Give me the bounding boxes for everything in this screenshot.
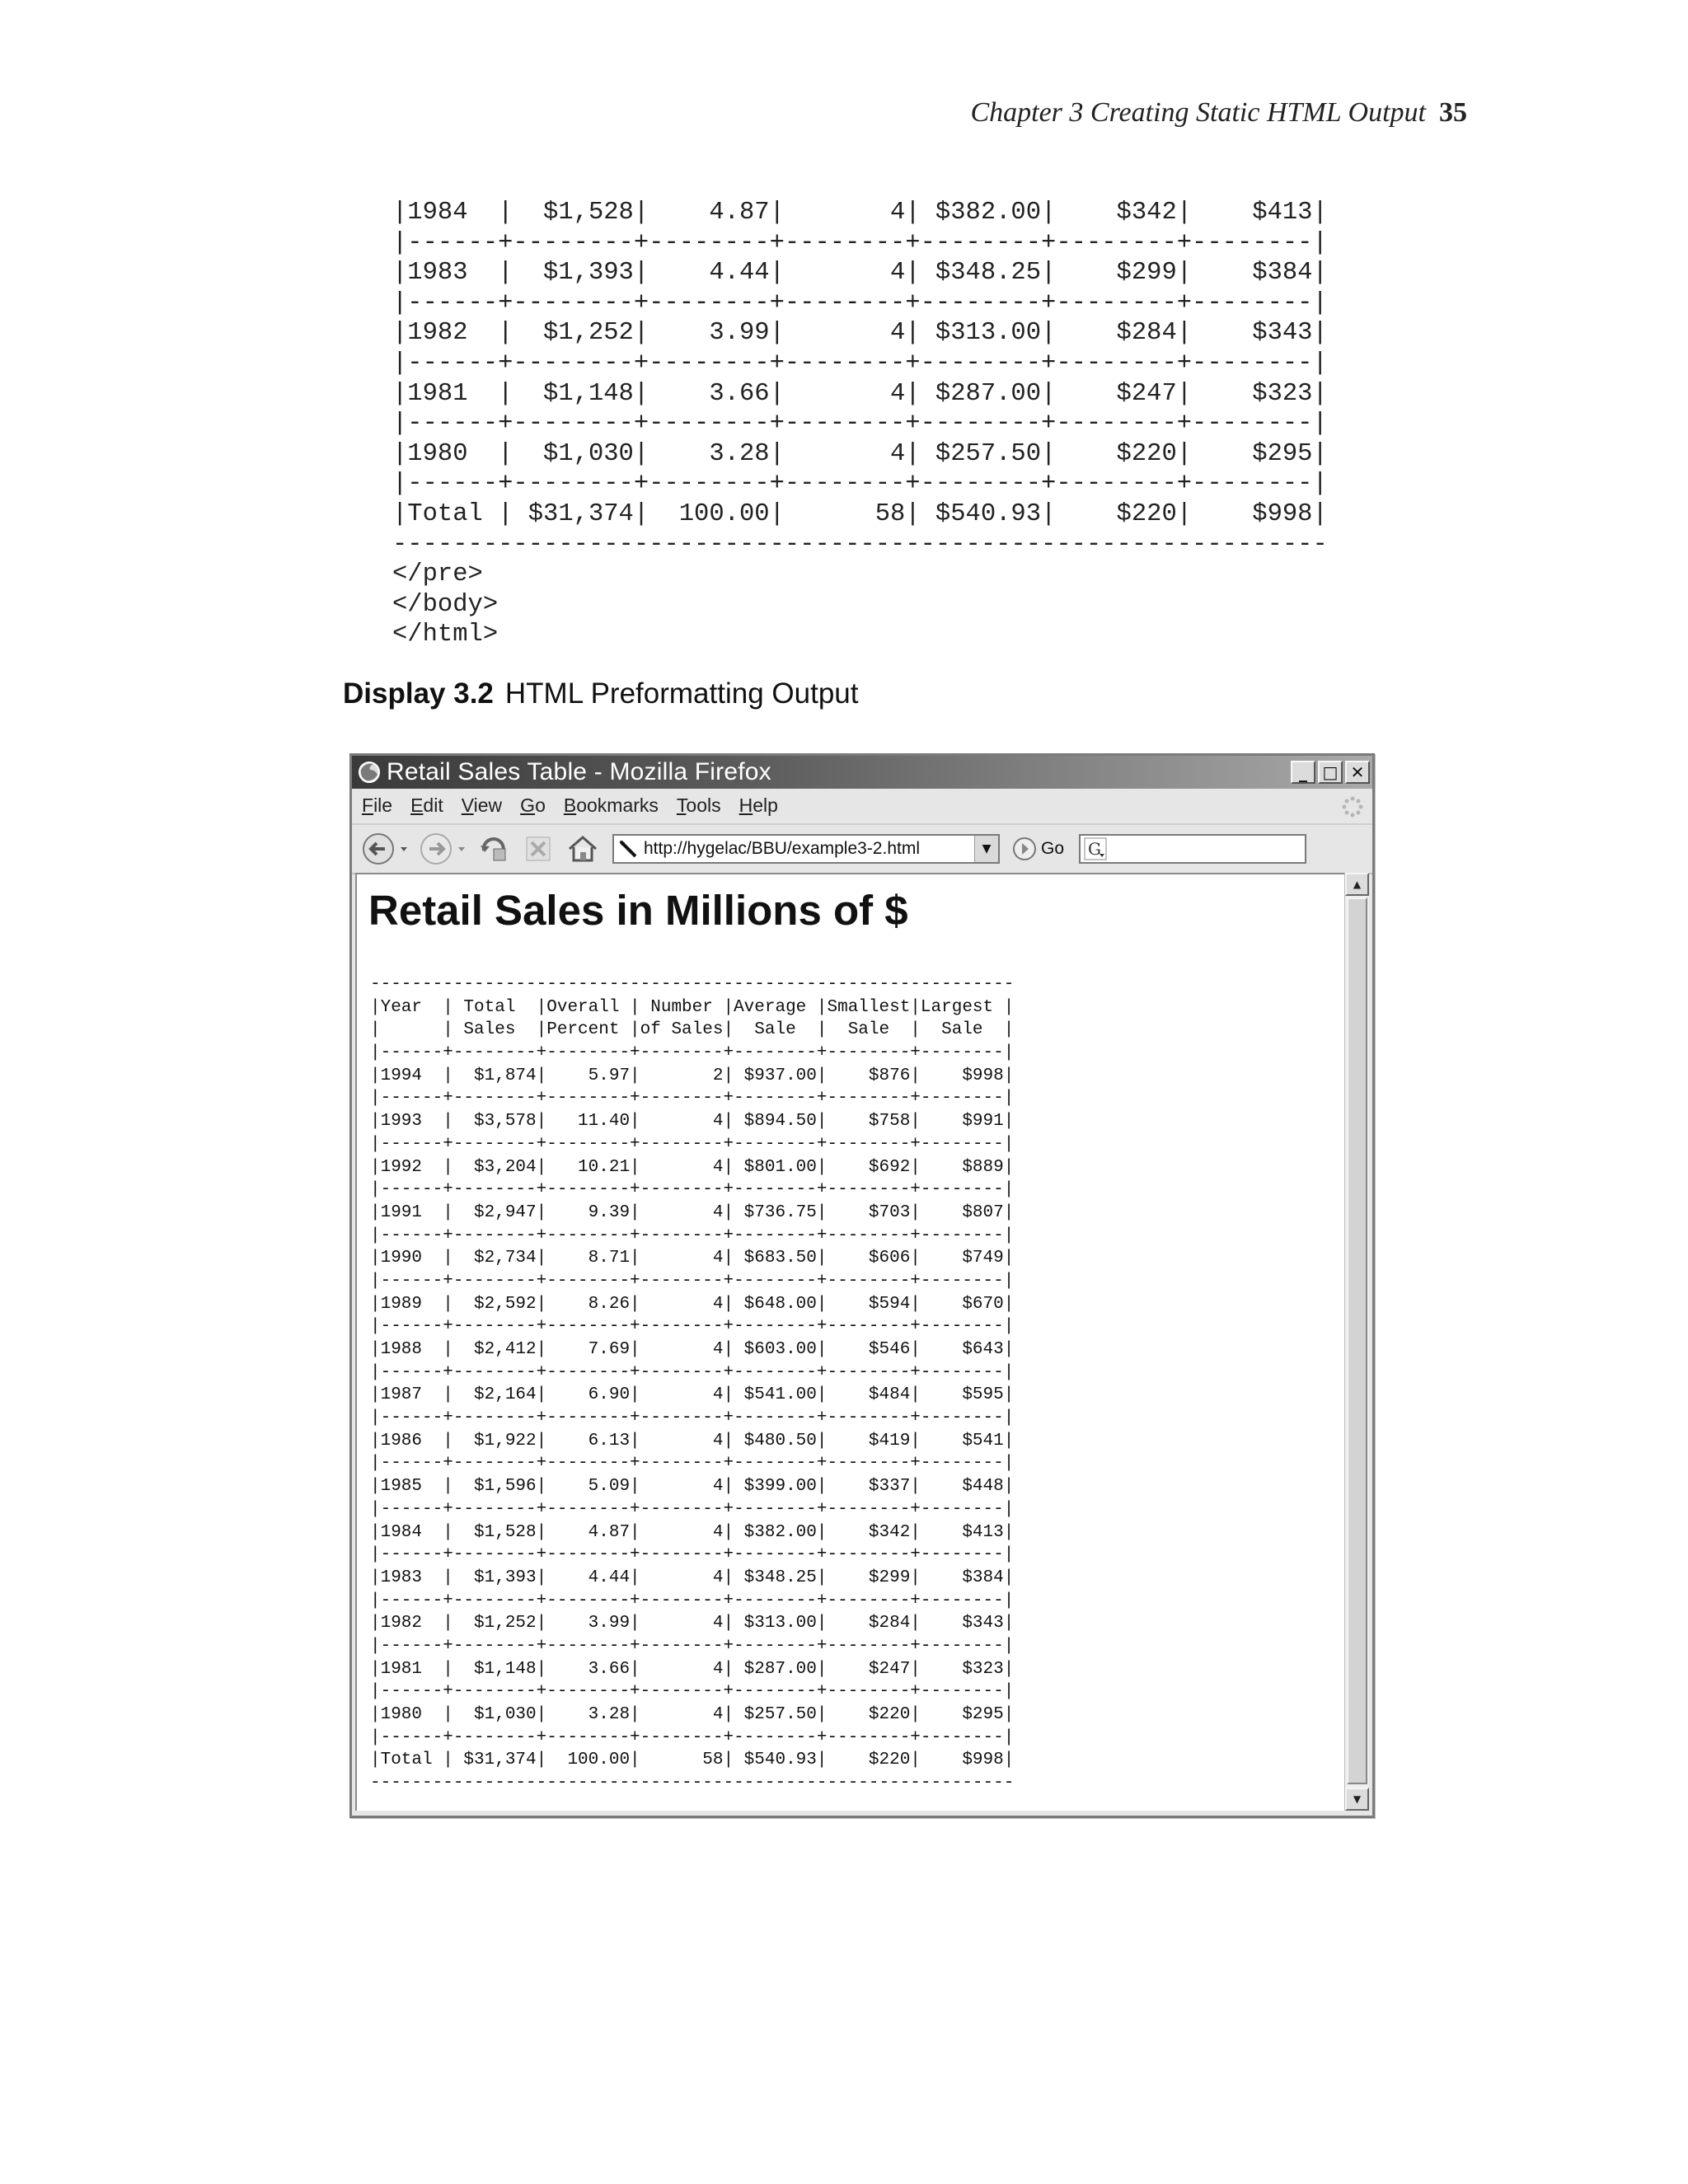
menu-tools[interactable]: Tools bbox=[676, 794, 721, 816]
scroll-down-arrow-icon[interactable]: ▼ bbox=[1345, 1788, 1369, 1811]
table-line: |------+--------+--------+--------+--------+--------+--------| bbox=[370, 1362, 1015, 1382]
address-url: http://hygelac/BBU/example3-2.html bbox=[644, 839, 920, 858]
table-line: |1991 | $2,947| 9.39| 4| $736.75| $703| $807| bbox=[370, 1202, 1015, 1222]
code-listing bbox=[392, 198, 1328, 650]
navigation-toolbar bbox=[352, 823, 1372, 874]
browser-window bbox=[349, 753, 1375, 1818]
search-input[interactable] bbox=[1079, 834, 1306, 864]
scrollbar-thumb[interactable] bbox=[1347, 898, 1367, 1784]
go-label: Go bbox=[1041, 839, 1065, 858]
page-viewport bbox=[355, 873, 1348, 1811]
table-line: |Year | Total |Overall | Number |Average |Smallest|Largest | bbox=[370, 997, 1015, 1017]
running-header bbox=[970, 97, 1467, 129]
stop-icon[interactable] bbox=[520, 831, 556, 867]
table-line: |1986 | $1,922| 6.13| 4| $480.50| $419| $541| bbox=[370, 1431, 1015, 1451]
table-line: |1994 | $1,874| 5.97| 2| $937.00| $876| $998| bbox=[370, 1066, 1015, 1085]
menu-view[interactable]: View bbox=[461, 794, 503, 816]
forward-dropdown-icon[interactable] bbox=[456, 843, 467, 855]
forward-arrow-icon[interactable] bbox=[418, 831, 454, 867]
vertical-scrollbar[interactable] bbox=[1344, 873, 1369, 1811]
code-line: |------+--------+--------+--------+--------+--------+--------| bbox=[392, 288, 1328, 317]
code-line: |1983 | $1,393| 4.44| 4| $348.25| $299| $384| bbox=[392, 259, 1328, 288]
menu-go[interactable]: Go bbox=[520, 794, 546, 816]
menu-bookmarks[interactable]: Bookmarks bbox=[563, 794, 659, 816]
menu-help[interactable]: Help bbox=[738, 794, 778, 816]
caption-label: Display 3.2 bbox=[343, 677, 494, 710]
page-heading: Retail Sales in Millions of $ bbox=[368, 887, 908, 934]
address-bar[interactable] bbox=[612, 834, 1000, 864]
table-line: |------+--------+--------+--------+--------+--------+--------| bbox=[370, 1682, 1015, 1702]
reload-icon[interactable] bbox=[476, 831, 512, 867]
code-line: |------+--------+--------+--------+--------+--------+--------| bbox=[392, 470, 1328, 499]
close-button[interactable]: ✕ bbox=[1345, 761, 1370, 784]
address-dropdown-icon[interactable]: ▼ bbox=[974, 836, 998, 862]
table-line: |------+--------+--------+--------+--------+--------+--------| bbox=[370, 1043, 1015, 1063]
menu-bar bbox=[352, 789, 1372, 822]
table-line: |------+--------+--------+--------+--------+--------+--------| bbox=[370, 1727, 1015, 1747]
menu-file[interactable]: File bbox=[362, 794, 393, 816]
table-line: |------+--------+--------+--------+--------+--------+--------| bbox=[370, 1317, 1015, 1337]
table-line: |1988 | $2,412| 7.69| 4| $603.00| $546| $643| bbox=[370, 1340, 1015, 1359]
chapter-title: Chapter 3 Creating Static HTML Output bbox=[970, 97, 1426, 128]
table-line: |------+--------+--------+--------+--------+--------+--------| bbox=[370, 1499, 1015, 1519]
table-line: |------+--------+--------+--------+--------+--------+--------| bbox=[370, 1134, 1015, 1154]
table-line: |1992 | $3,204| 10.21| 4| $801.00| $692| $889| bbox=[370, 1157, 1015, 1177]
page-icon bbox=[617, 838, 639, 860]
caption-text: HTML Preformatting Output bbox=[504, 677, 859, 710]
code-line: |1982 | $1,252| 3.99| 4| $313.00| $284| $343| bbox=[392, 319, 1328, 348]
preformatted-table bbox=[370, 973, 1014, 1795]
menu-edit[interactable]: Edit bbox=[410, 794, 443, 816]
go-arrow-icon bbox=[1011, 836, 1038, 862]
code-line: -------------------------------------------------------------- bbox=[392, 530, 1328, 559]
table-line: -------------------------------------------------------------- bbox=[370, 1774, 1015, 1793]
table-line: |1982 | $1,252| 3.99| 4| $313.00| $284| $343| bbox=[370, 1614, 1015, 1633]
code-line: |------+--------+--------+--------+--------+--------+--------| bbox=[392, 349, 1328, 377]
table-line: |------+--------+--------+--------+--------+--------+--------| bbox=[370, 1545, 1015, 1565]
table-line: |------+--------+--------+--------+--------+--------+--------| bbox=[370, 1271, 1015, 1291]
code-line: |1980 | $1,030| 3.28| 4| $257.50| $220| $295| bbox=[392, 439, 1328, 468]
table-line: |------+--------+--------+--------+--------+--------+--------| bbox=[370, 1636, 1015, 1656]
code-line: </html> bbox=[392, 621, 499, 649]
table-line: | | Sales |Percent |of Sales| Sale | Sale | Sale | bbox=[370, 1020, 1015, 1040]
title-bar bbox=[352, 756, 1372, 789]
code-line: |------+--------+--------+--------+--------+--------+--------| bbox=[392, 228, 1328, 257]
code-line: |------+--------+--------+--------+--------+--------+--------| bbox=[392, 410, 1328, 438]
table-line: |1984 | $1,528| 4.87| 4| $382.00| $342| $413| bbox=[370, 1522, 1015, 1542]
table-line: |------+--------+--------+--------+--------+--------+--------| bbox=[370, 1180, 1015, 1200]
code-line: |Total | $31,374| 100.00| 58| $540.93| $220| $998| bbox=[392, 499, 1328, 528]
back-dropdown-icon[interactable] bbox=[398, 843, 410, 855]
home-icon[interactable] bbox=[565, 831, 601, 867]
table-line: |------+--------+--------+--------+--------+--------+--------| bbox=[370, 1454, 1015, 1474]
minimize-button[interactable]: _ bbox=[1291, 761, 1315, 784]
table-line: |------+--------+--------+--------+--------+--------+--------| bbox=[370, 1591, 1015, 1610]
code-line: </body> bbox=[392, 590, 499, 619]
table-line: |1989 | $2,592| 8.26| 4| $648.00| $594| $670| bbox=[370, 1294, 1015, 1314]
table-line: |------+--------+--------+--------+--------+--------+--------| bbox=[370, 1226, 1015, 1245]
table-line: |------+--------+--------+--------+--------+--------+--------| bbox=[370, 1408, 1015, 1428]
code-line: |1984 | $1,528| 4.87| 4| $382.00| $342| $413| bbox=[392, 199, 1328, 227]
code-line: </pre> bbox=[392, 560, 483, 589]
throbber-icon bbox=[1341, 795, 1364, 818]
window-title: Retail Sales Table - Mozilla Firefox bbox=[387, 758, 771, 785]
page-number: 35 bbox=[1439, 97, 1467, 128]
firefox-icon bbox=[357, 760, 382, 785]
scroll-up-arrow-icon[interactable]: ▲ bbox=[1345, 873, 1369, 896]
table-line: |1987 | $2,164| 6.90| 4| $541.00| $484| $595| bbox=[370, 1385, 1015, 1405]
maximize-button[interactable]: □ bbox=[1318, 761, 1343, 784]
table-line: |1993 | $3,578| 11.40| 4| $894.50| $758| $991| bbox=[370, 1112, 1015, 1132]
table-line: |1990 | $2,734| 8.71| 4| $683.50| $606| $749| bbox=[370, 1249, 1015, 1268]
figure-caption bbox=[343, 677, 858, 710]
go-button[interactable] bbox=[1011, 836, 1064, 862]
table-line: -------------------------------------------------------------- bbox=[370, 975, 1015, 994]
table-line: |Total | $31,374| 100.00| 58| $540.93| $220| $998| bbox=[370, 1750, 1015, 1770]
table-line: |1981 | $1,148| 3.66| 4| $287.00| $247| $323| bbox=[370, 1659, 1015, 1679]
svg-text:G: G bbox=[1088, 839, 1101, 859]
back-arrow-icon[interactable] bbox=[360, 831, 396, 867]
table-line: |1983 | $1,393| 4.44| 4| $348.25| $299| $384| bbox=[370, 1568, 1015, 1587]
table-line: |------+--------+--------+--------+--------+--------+--------| bbox=[370, 1089, 1015, 1108]
search-engine-icon[interactable] bbox=[1084, 837, 1107, 860]
code-line: |1981 | $1,148| 3.66| 4| $287.00| $247| $323| bbox=[392, 379, 1328, 408]
table-line: |1980 | $1,030| 3.28| 4| $257.50| $220| $295| bbox=[370, 1705, 1015, 1724]
table-line: |1985 | $1,596| 5.09| 4| $399.00| $337| $448| bbox=[370, 1477, 1015, 1497]
